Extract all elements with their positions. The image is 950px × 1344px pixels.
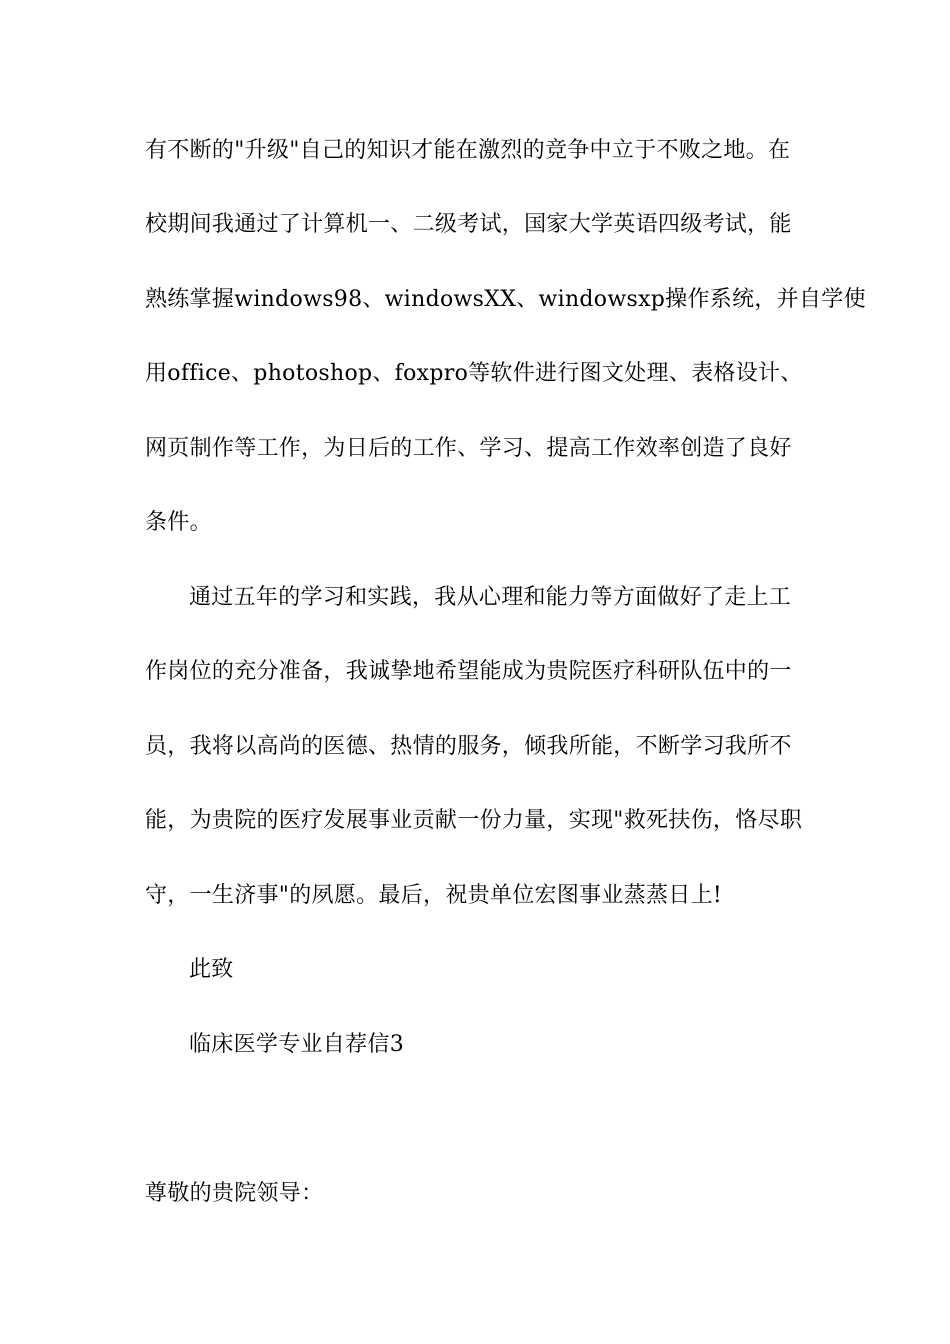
paragraph-line: 守，一生济事"的夙愿。最后，祝贵单位宏图事业蒸蒸日上! <box>145 883 723 908</box>
closing-salutation: 此致 <box>189 957 234 982</box>
paragraph-line: 用office、photoshop、foxpro等软件进行图文处理、表格设计、 <box>145 361 803 386</box>
paragraph-line: 校期间我通过了计算机一、二级考试，国家大学英语四级考试，能 <box>145 212 792 237</box>
paragraph-line: 通过五年的学习和实践，我从心理和能力等方面做好了走上工 <box>189 585 792 610</box>
paragraph-line: 作岗位的充分准备，我诚挚地希望能成为贵院医疗科研队伍中的一 <box>145 659 792 684</box>
paragraph-line: 熟练掌握windows98、windowsXX、windowsxp操作系统，并自学使 <box>145 287 866 312</box>
section-title: 临床医学专业自荐信3 <box>189 1032 404 1057</box>
greeting: 尊敬的贵院领导： <box>145 1181 324 1206</box>
paragraph-line: 能，为贵院的医疗发展事业贡献一份力量，实现"救死扶伤，恪尽职 <box>145 808 803 833</box>
paragraph-line: 条件。 <box>145 510 212 535</box>
paragraph-line: 员，我将以高尚的医德、热情的服务，倾我所能，不断学习我所不 <box>145 734 792 759</box>
paragraph-line: 网页制作等工作，为日后的工作、学习、提高工作效率创造了良好 <box>145 436 792 461</box>
paragraph-line: 有不断的"升级"自己的知识才能在激烈的竞争中立于不败之地。在 <box>145 138 791 163</box>
